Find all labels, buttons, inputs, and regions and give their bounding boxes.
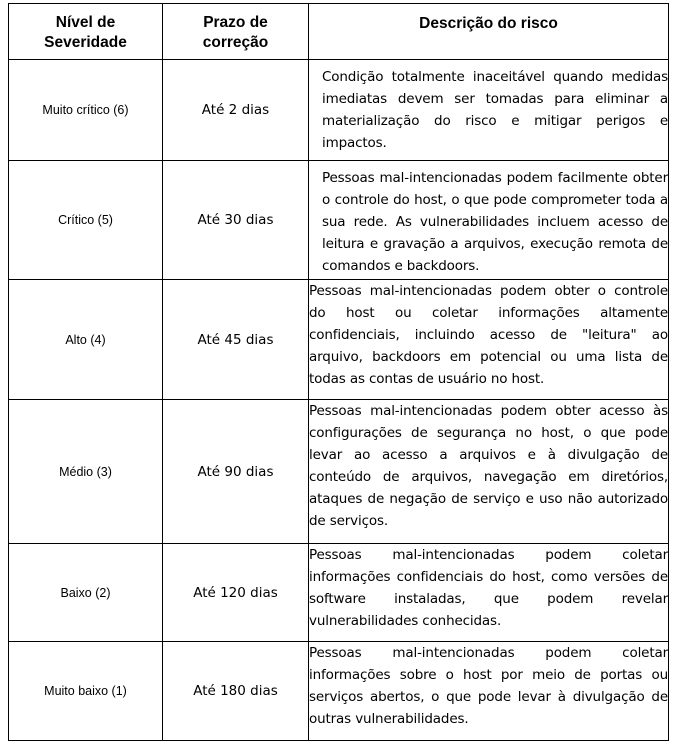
table-row-very-critical bbox=[9, 60, 669, 161]
table-row-low bbox=[9, 544, 669, 642]
risk-severity-table bbox=[8, 3, 669, 741]
severity-level-cell: Muito baixo (1) bbox=[9, 642, 163, 741]
table-row-critical bbox=[9, 161, 669, 280]
deadline-cell: Até 90 dias bbox=[163, 400, 309, 544]
deadline-cell: Até 45 dias bbox=[163, 280, 309, 400]
deadline-cell: Até 2 dias bbox=[163, 60, 309, 161]
header-risk-description: Descrição do risco bbox=[309, 4, 669, 60]
table-header-row bbox=[9, 4, 669, 60]
table-row-high bbox=[9, 280, 669, 400]
risk-description-cell: Pessoas mal-intencionadas podem obter o controle do host ou coletar informações altamente confidenciais, incluindo acesso de "leitura" ao arquivo, backdoors em potencial ou uma lista de todas as contas de usuário no host. bbox=[309, 280, 669, 400]
risk-description-cell: Pessoas mal-intencionadas podem facilmente obter o controle do host, o que pode comprometer toda a sua rede. As vulnerabilidades incluem acesso de leitura e gravação a arquivos, execução remota de comandos e backdoors. bbox=[309, 161, 669, 280]
severity-level-cell: Muito crítico (6) bbox=[9, 60, 163, 161]
severity-level-cell: Alto (4) bbox=[9, 280, 163, 400]
severity-level-cell: Crítico (5) bbox=[9, 161, 163, 280]
deadline-cell: Até 180 dias bbox=[163, 642, 309, 741]
risk-description-cell: Pessoas mal-intencionadas podem coletar informações confidenciais do host, como versões de software instaladas, que podem revelar vulnerabilidades conhecidas. bbox=[309, 544, 669, 642]
risk-description-cell: Condição totalmente inaceitável quando medidas imediatas devem ser tomadas para eliminar a materialização do risco e mitigar perigos e impactos. bbox=[309, 60, 669, 161]
header-correction-deadline-line-2: correção bbox=[202, 34, 269, 51]
header-correction-deadline-line-1: Prazo de bbox=[203, 14, 268, 31]
deadline-cell: Até 30 dias bbox=[163, 161, 309, 280]
table-row-medium bbox=[9, 400, 669, 544]
severity-level-cell: Baixo (2) bbox=[9, 544, 163, 642]
risk-description-cell: Pessoas mal-intencionadas podem coletar informações sobre o host por meio de portas ou serviços abertos, o que pode levar à divulgação de outras vulnerabilidades. bbox=[309, 642, 669, 741]
header-severity-level-line-1: Nível de bbox=[55, 14, 116, 31]
deadline-cell: Até 120 dias bbox=[163, 544, 309, 642]
header-correction-deadline bbox=[163, 4, 309, 60]
header-severity-level bbox=[9, 4, 163, 60]
header-severity-level-line-2: Severidade bbox=[44, 34, 127, 51]
severity-level-cell: Médio (3) bbox=[9, 400, 163, 544]
table-row-very-low bbox=[9, 642, 669, 741]
risk-description-cell: Pessoas mal-intencionadas podem obter acesso às configurações de segurança no host, o que pode levar ao acesso a arquivos e à divulgação de conteúdo de arquivos, navegação em diretórios, ataques de negação de serviço e uso não autorizado de serviços. bbox=[309, 400, 669, 544]
